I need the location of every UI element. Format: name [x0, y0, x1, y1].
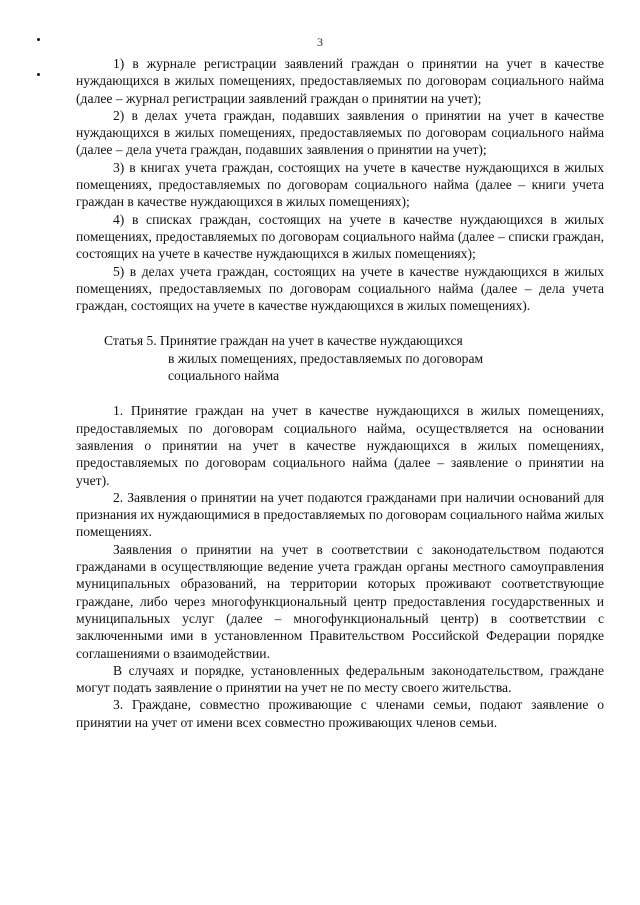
- article-heading-line: в жилых помещениях, предоставляемых по договорам: [168, 350, 484, 366]
- list-item: 2) в делах учета граждан, подавших заявления о принятии на учет в качестве нуждающихся в жилых помещениях, предоставляемых по договорам социального найма (далее – дела учета граждан, подавших заявления о принятии на учет);: [76, 107, 604, 158]
- margin-dot: [37, 73, 40, 76]
- body-paragraph: Заявления о принятии на учет в соответствии с законодательством подаются гражданами в осуществляющие ведение учета граждан органы местного самоуправления муниципальных образований, на территории которых проживают соответствующие граждане, либо через многофункциональный центр предоставления государственных и муниципальных услуг (далее – многофункциональный центр) в соответствии с заключенными ими в установленном Правительством Российской Федерации порядке соглашениями о взаимодействии.: [76, 541, 604, 661]
- document-body: [76, 55, 604, 731]
- body-paragraph: 1. Принятие граждан на учет в качестве нуждающихся в жилых помещениях, предоставляемых по договорам социального найма, осуществляется на основании заявления о принятии на учет в качестве нуждающихся в жилых помещениях, предоставляемых по договорам социального найма (далее – заявление о принятии на учет).: [76, 403, 604, 488]
- body-paragraph: В случаях и порядке, установленных федеральным законодательством, граждане могут подать заявление о принятии на учет не по месту своего жительства.: [76, 662, 604, 696]
- list-item: 1) в журнале регистрации заявлений граждан о принятии на учет в качестве нуждающихся в жилых помещениях, предоставляемых по договорам социального найма (далее – журнал регистрации заявлений граждан о принятии на учет);: [76, 56, 604, 106]
- body-paragraph: 3. Граждане, совместно проживающие с членами семьи, подают заявление о принятии на учет от имени всех совместно проживающих членов семьи.: [76, 697, 604, 730]
- article-heading-line: социального найма: [168, 368, 280, 384]
- margin-dot: [37, 38, 40, 41]
- article-heading: [76, 332, 604, 384]
- body-paragraph: 2. Заявления о принятии на учет подаются гражданами при наличии оснований для признания их нуждающимися в предоставляемых по договорам социального найма жилых помещениях.: [76, 489, 604, 540]
- list-item: 4) в списках граждан, состоящих на учете в качестве нуждающихся в жилых помещениях, предоставляемых по договорам социального найма (далее – списки граждан, состоящих на учете в качестве нуждающихся в жилых помещениях);: [76, 211, 604, 262]
- page-number: 3: [317, 35, 323, 49]
- list-item: 5) в делах учета граждан, состоящих на учете в качестве нуждающихся в жилых помещениях, предоставляемых по договорам социального найма (далее – дела учета граждан, состоящих на учете в качестве нуждающихся в жилых помещениях).: [76, 263, 604, 314]
- article-heading-line: Статья 5. Принятие граждан на учет в качестве нуждающихся: [104, 333, 463, 349]
- list-item: 3) в книгах учета граждан, состоящих на учете в качестве нуждающихся в жилых помещениях, предоставляемых по договорам социального найма (далее – книги учета граждан в качестве нуждающихся в жилых помещениях);: [76, 159, 604, 210]
